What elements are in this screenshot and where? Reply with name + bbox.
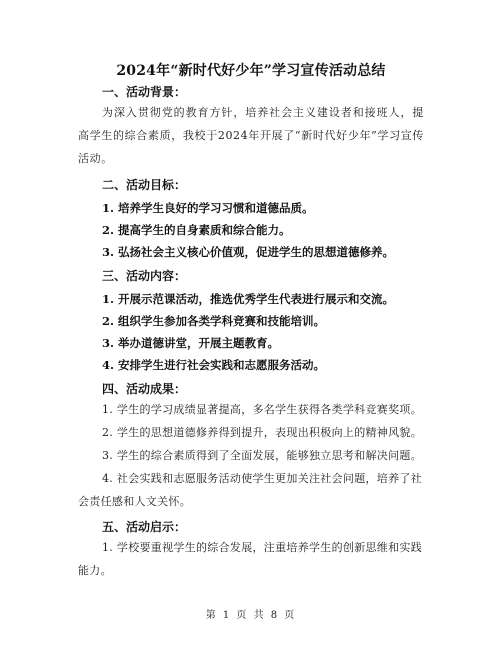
section-heading-content: 三、活动内容： [102,269,187,283]
goal-item-2: 2. 提高学生的自身素质和综合能力。 [102,223,291,237]
result-item-1: 1. 学生的学习成绩显著提高，多名学生获得各类学科竞赛奖项。 [102,403,422,416]
page-number-footer: 第 1 页 共 8 页 [205,610,297,621]
result-item-3: 3. 学生的综合素质得到了全面发展，能够独立思考和解决问题。 [102,449,422,462]
result-item-2: 2. 学生的思想道德修养得到提升，表现出积极向上的精神风貌。 [102,426,422,439]
content-item-1: 1. 开展示范课活动，推选优秀学生代表进行展示和交流。 [102,292,395,306]
section-heading-results: 四、活动成果： [102,382,187,396]
content-item-2: 2. 组织学生参加各类学科竞赛和技能培训。 [102,314,326,328]
content-item-3: 3. 举办道德讲堂，开展主题教育。 [102,336,280,350]
content-item-4: 4. 安排学生进行社会实践和志愿服务活动。 [102,358,326,372]
section-heading-goals: 二、活动目标： [102,178,187,192]
document-title: 2024年“新时代好少年”学习宣传活动总结 [116,63,386,79]
goal-item-1: 1. 培养学生良好的学习习惯和道德品质。 [102,201,314,215]
result-item-4: 4. 社会实践和志愿服务活动使学生更加关注社会问题，培养了社会责任感和人文关怀。 [78,472,422,508]
section-heading-background: 一、活动背景： [102,85,187,99]
section-heading-insights: 五、活动启示： [102,520,187,534]
section-paragraph-background: 为深入贯彻党的教育方针，培养社会主义建设者和接班人，提高学生的综合素质，我校于2024年开展了“新时代好少年”学习宣传活动。 [78,106,424,165]
insight-item-1: 1. 学校要重视学生的综合发展，注重培养学生的创新思维和实践能力。 [78,541,422,577]
goal-item-3: 3. 弘扬社会主义核心价值观，促进学生的思想道德修养。 [102,245,395,259]
